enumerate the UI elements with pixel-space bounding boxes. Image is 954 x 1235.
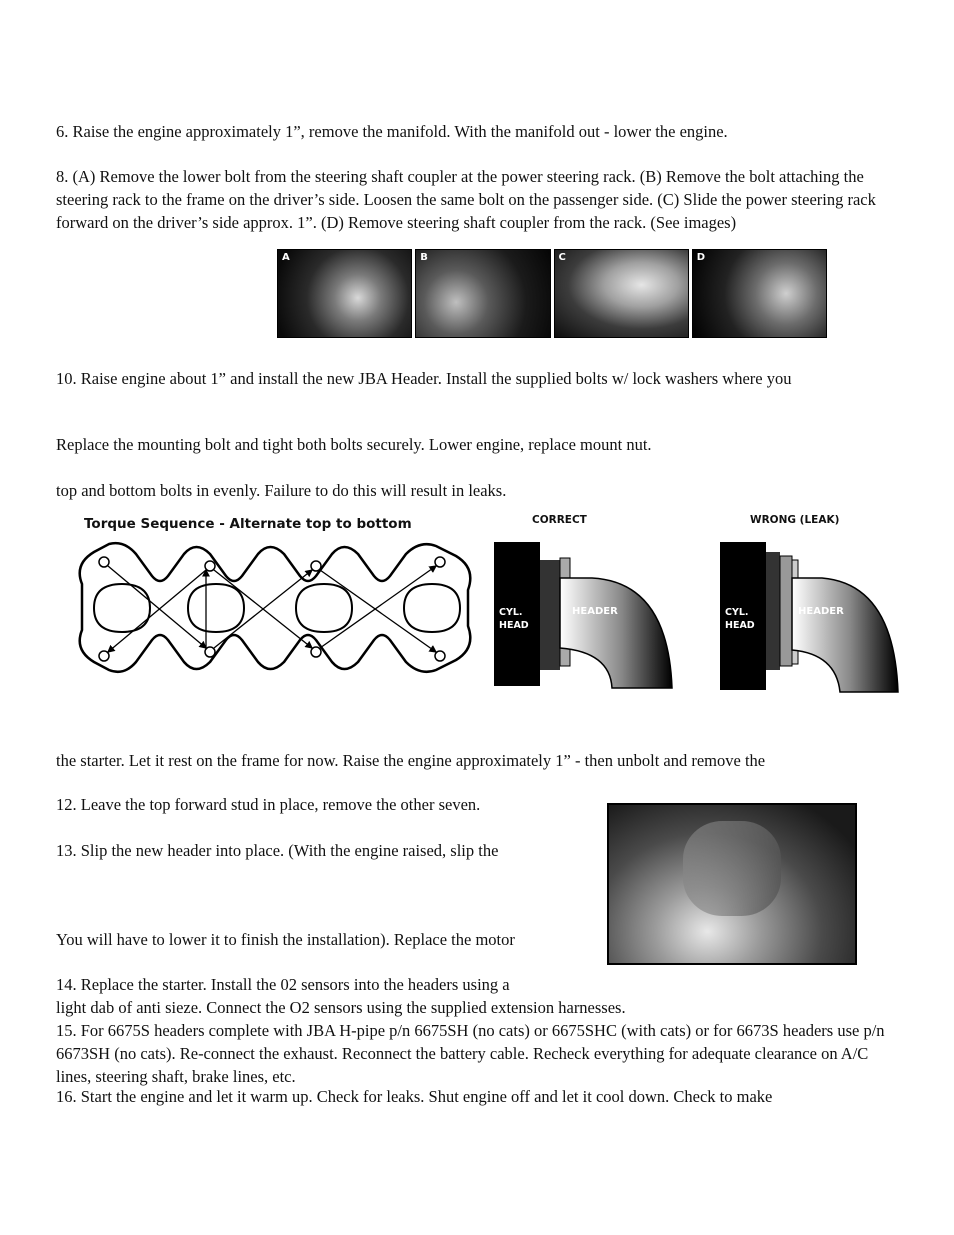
correct-cyl-label: CYL. xyxy=(499,607,523,618)
steering-photos xyxy=(277,249,827,338)
correct-head-label: HEAD xyxy=(499,620,529,631)
step-14-line-1: 14. Replace the starter. Install the 02 sensors into the headers using a xyxy=(56,975,510,994)
torque-sequence-diagram xyxy=(64,514,484,684)
starter-text: the starter. Let it rest on the frame for now. Raise the engine approximately 1” - then unbolt and remove the xyxy=(56,751,766,770)
wrong-head-label: HEAD xyxy=(725,620,755,631)
replace-mount-text: Replace the mounting bolt and tight both bolts securely. Lower engine, replace mount nut. xyxy=(56,435,652,454)
step-10: 10. Raise engine about 1” and install the new JBA Header. Install the supplied bolts w/ lock washers where you xyxy=(56,369,792,388)
header-install-photo xyxy=(607,803,857,965)
photo-c-label: C xyxy=(558,252,566,263)
step-13: 13. Slip the new header into place. (With the engine raised, slip the xyxy=(56,841,499,860)
step-15: 15. For 6675S headers complete with JBA H-pipe p/n 6675SH (no cats) or 6675SHC (with cats) or for 6673S headers use p/n 6673SH (no cats). Re-connect the exhaust. Reconnect the battery cable. Recheck everything for adequate clearance on A/C lines, steering shaft, brake lines, etc. xyxy=(56,1021,885,1086)
photo-d xyxy=(692,249,827,338)
step-6: 6. Raise the engine approximately 1”, remove the manifold. With the manifold out - lower the engine. xyxy=(56,122,728,141)
photo-a xyxy=(277,249,412,338)
step-12: 12. Leave the top forward stud in place, remove the other seven. xyxy=(56,795,481,814)
step-8: 8. (A) Remove the lower bolt from the steering shaft coupler at the power steering rack. (B) Remove the bolt attaching the steering rack to the frame on the driver’s side. Loosen the same bolt on the passenger side. (C) Slide the power steering rack forward on the driver’s side approx. 1”. (D) Remove steering shaft coupler from the rack. (See images) xyxy=(56,167,876,232)
gasket-drawing xyxy=(64,514,484,684)
correct-header-label: HEADER xyxy=(572,606,618,617)
lower-it-text: You will have to lower it to finish the installation). Replace the motor xyxy=(56,930,515,949)
step-14-line-2: light dab of anti sieze. Connect the O2 sensors using the supplied extension harnesses. xyxy=(56,998,626,1017)
wrong-drawing xyxy=(718,512,902,696)
step-16: 16. Start the engine and let it warm up. Check for leaks. Shut engine off and let it cool down. Check to make xyxy=(56,1087,773,1106)
wrong-header-label: HEADER xyxy=(798,606,844,617)
wrong-cyl-label: CYL. xyxy=(725,607,749,618)
photo-b-label: B xyxy=(420,252,428,263)
photo-a-label: A xyxy=(282,252,290,263)
correct-title: CORRECT xyxy=(532,514,587,526)
wrong-title: WRONG (LEAK) xyxy=(750,514,840,526)
correct-diagram xyxy=(492,512,682,692)
torque-note: top and bottom bolts in evenly. Failure to do this will result in leaks. xyxy=(56,481,507,500)
correct-drawing xyxy=(492,512,682,692)
torque-sequence-title: Torque Sequence - Alternate top to bottom xyxy=(84,516,412,532)
photo-c xyxy=(554,249,689,338)
photo-d-label: D xyxy=(696,252,706,263)
photo-b xyxy=(415,249,550,338)
wrong-diagram xyxy=(718,512,902,696)
